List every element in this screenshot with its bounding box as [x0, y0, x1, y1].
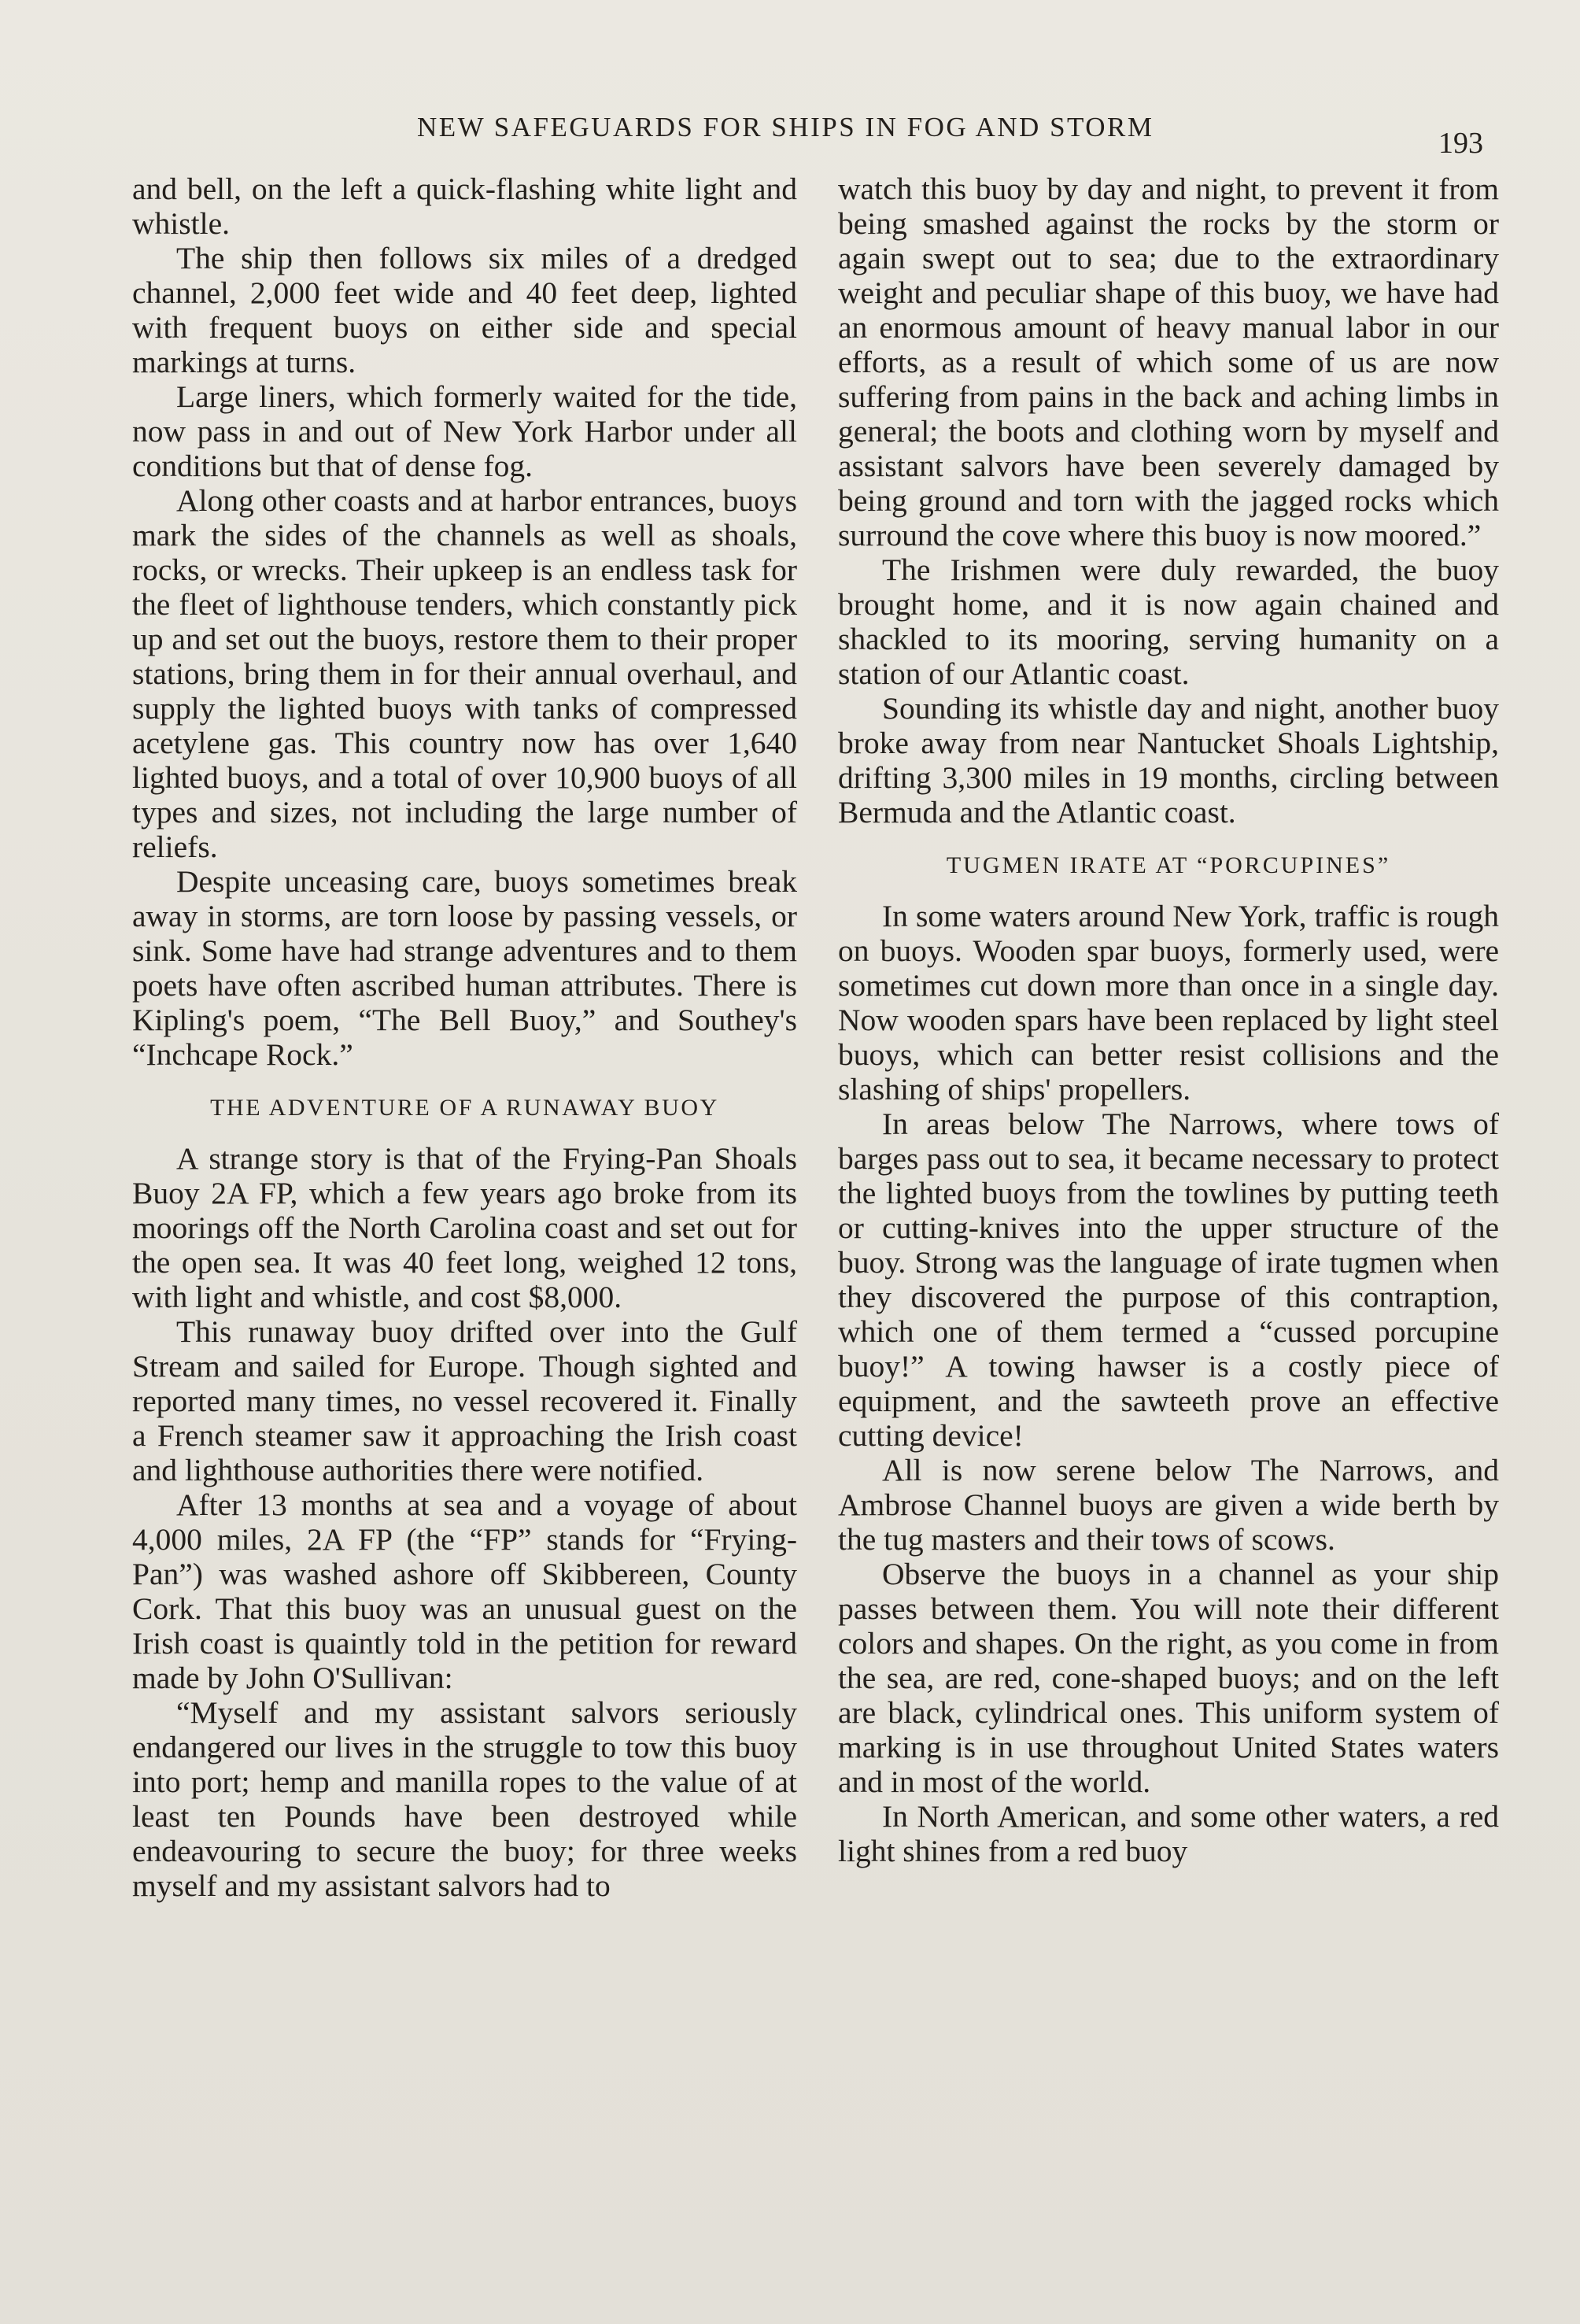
- paragraph: In areas below The Narrows, where tows of barges pass out to sea, it became necessary to protect the lighted buoys from the towlines by putting teeth or cutting-knives into the upper structure of the buoy. Strong was the language of irate tugmen when they discovered the purpose of this contraption, which one of them termed a “cussed porcupine buoy!” A towing hawser is a costly piece of equipment, and the sawteeth prove an effective cutting device!: [838, 1107, 1499, 1453]
- page-number: 193: [1438, 127, 1483, 160]
- paragraph: Despite unceasing care, buoys sometimes break away in storms, are torn loose by passing vessels, or sink. Some have had strange adventures and to them poets have often ascribed human attributes. There is Kipling's poem, “The Bell Buoy,” and Southey's “Inchcape Rock.”: [132, 864, 797, 1072]
- paragraph: “Myself and my assistant salvors seriously endangered our lives in the struggle to tow this buoy into port; hemp and manilla ropes to the value of at least ten Pounds have been destroyed while endeavouring to secure the buoy; for three weeks myself and my assistant salvors had to: [132, 1695, 797, 1903]
- paragraph: A strange story is that of the Frying-Pan Shoals Buoy 2A FP, which a few years ago broke from its moorings off the North Carolina coast and set out for the open sea. It was 40 feet long, weighed 12 tons, with light and whistle, and cost $8,000.: [132, 1141, 797, 1314]
- section-heading: TUGMEN IRATE AT “PORCUPINES”: [946, 852, 1391, 878]
- paragraph: In North American, and some other waters, a red light shines from a red buoy: [838, 1799, 1499, 1868]
- paragraph: Sounding its whistle day and night, another buoy broke away from near Nantucket Shoals Lightship, drifting 3,300 miles in 19 months, circling between Bermuda and the Atlantic coast.: [838, 691, 1499, 829]
- paragraph: After 13 months at sea and a voyage of about 4,000 miles, 2A FP (the “FP” stands for “Frying-Pan”) was washed ashore off Skibbereen, County Cork. That this buoy was an unusual guest on the Irish coast is quaintly told in the petition for reward made by John O'Sullivan:: [132, 1487, 797, 1695]
- paragraph: Large liners, which formerly waited for the tide, now pass in and out of New York Harbor under all conditions but that of dense fog.: [132, 379, 797, 483]
- paragraph: All is now serene below The Narrows, and Ambrose Channel buoys are given a wide berth by the tug masters and their tows of scows.: [838, 1453, 1499, 1557]
- running-head: NEW SAFEGUARDS FOR SHIPS IN FOG AND STORM: [417, 112, 1154, 142]
- paragraph: Observe the buoys in a channel as your ship passes between them. You will note their different colors and shapes. On the right, as you come in from the sea, are red, cone-shaped buoys; and on the left are black, cylindrical ones. This uniform system of marking is in use throughout United States waters and in most of the world.: [838, 1557, 1499, 1799]
- paragraph: The Irishmen were duly rewarded, the buoy brought home, and it is now again chained and shackled to its mooring, serving humanity on a station of our Atlantic coast.: [838, 552, 1499, 691]
- paragraph: The ship then follows six miles of a dredged channel, 2,000 feet wide and 40 feet deep, lighted with frequent buoys on either side and special markings at turns.: [132, 241, 797, 379]
- section-heading: THE ADVENTURE OF A RUNAWAY BUOY: [210, 1095, 719, 1121]
- paragraph: Along other coasts and at harbor entrances, buoys mark the sides of the channels as well as shoals, rocks, or wrecks. Their upkeep is an endless task for the fleet of lighthouse tenders, which constantly pick up and set out the buoys, restore them to their proper stations, bring them in for their annual overhaul, and supply the lighted buoys with tanks of compressed acetylene gas. This country now has over 1,640 lighted buoys, and a total of over 10,900 buoys of all types and sizes, not including the large number of reliefs.: [132, 483, 797, 864]
- right-column: [838, 172, 1499, 1868]
- left-column: [132, 172, 797, 1903]
- paragraph: watch this buoy by day and night, to prevent it from being smashed against the rocks by the storm or again swept out to sea; due to the extraordinary weight and peculiar shape of this buoy, we have had an enormous amount of heavy manual labor in our efforts, as a result of which some of us are now suffering from pains in the back and aching limbs in general; the boots and clothing worn by myself and assistant salvors have been severely damaged by being ground and torn with the jagged rocks which surround the cove where this buoy is now moored.”: [838, 172, 1499, 552]
- paragraph: This runaway buoy drifted over into the Gulf Stream and sailed for Europe. Though sighted and reported many times, no vessel recovered it. Finally a French steamer saw it approaching the Irish coast and lighthouse authorities there were notified.: [132, 1314, 797, 1487]
- paragraph: and bell, on the left a quick-flashing white light and whistle.: [132, 172, 797, 241]
- paragraph: In some waters around New York, traffic is rough on buoys. Wooden spar buoys, formerly used, were sometimes cut down more than once in a single day. Now wooden spars have been replaced by light steel buoys, which can better resist collisions and the slashing of ships' propellers.: [838, 899, 1499, 1107]
